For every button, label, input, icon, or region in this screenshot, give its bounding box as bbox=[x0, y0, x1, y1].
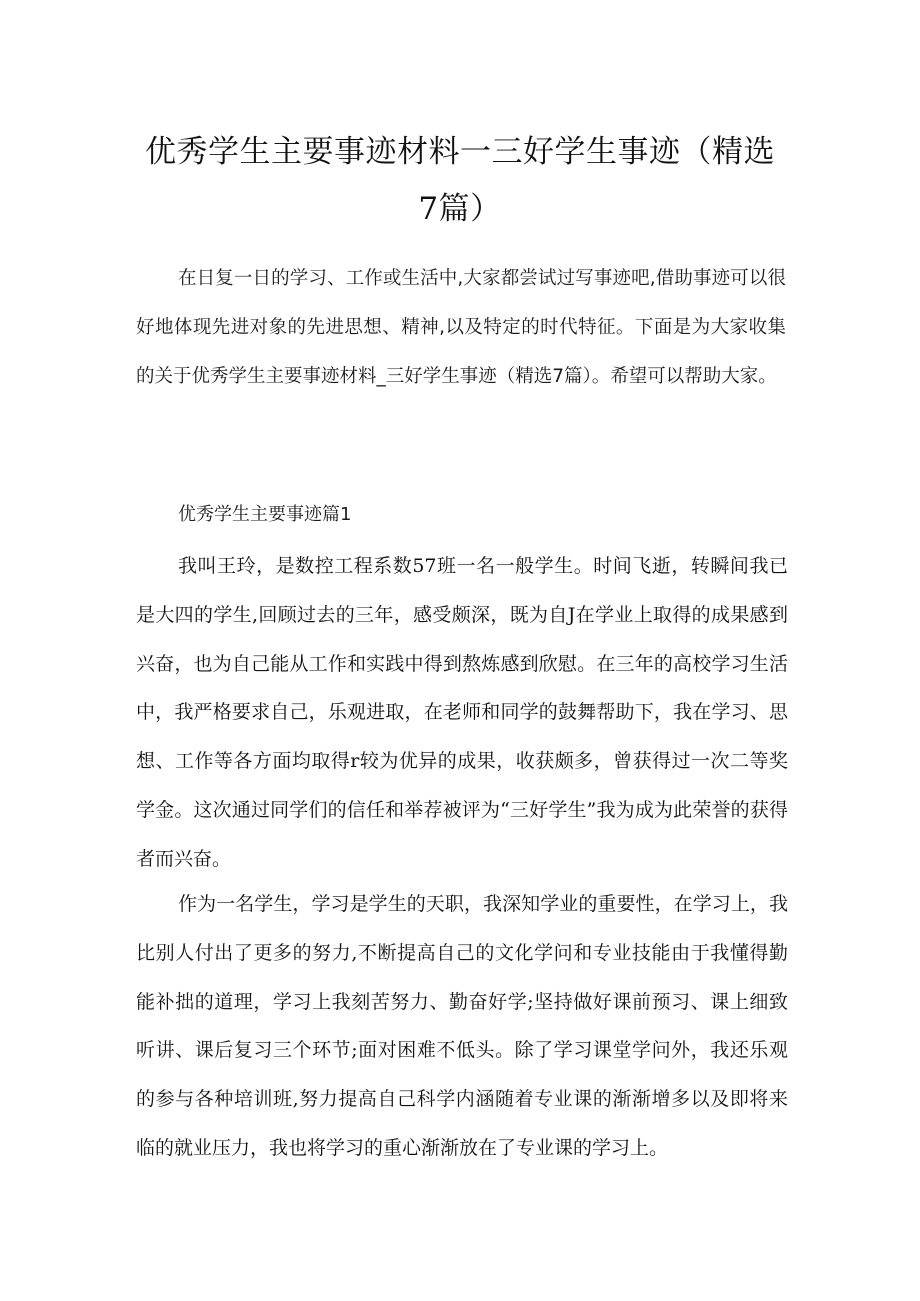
body-paragraph-1: 我叫王玲，是数控工程系数57班一名一般学生。时间飞逝，转瞬间我已是大四的学生,回顾过去的三年，感受颇深，既为自J在学业上取得的成果感到兴奋，也为自己能从工作和实践中得到熬炼感到欣慰。在三年的高校学习生活中，我严格要求自己，乐观进取，在老师和同学的鼓舞帮助下，我在学习、思想、工作等各方面均取得r较为优异的成果，收获颇多，曾获得过一次二等奖学金。这次通过同学们的信任和举荐被评为“三好学生”我为成为此荣誉的获得者而兴奋。 bbox=[136, 555, 788, 870]
section-heading: 优秀学生主要事迹篇1 bbox=[178, 504, 352, 525]
document-title: 优秀学生主要事迹材料一三好学生事迹（精选7篇） bbox=[145, 134, 775, 227]
intro-paragraph: 在日复一日的学习、工作或生活中,大家都尝试过写事迹吧,借助事迹可以很好地体现先进对象的先进思想、精神,以及特定的时代特征。下面是为大家收集的关于优秀学生主要事迹材料_三好学生事迹（精选7篇）。希望可以帮助大家。 bbox=[136, 268, 786, 387]
body-paragraph-2: 作为一名学生，学习是学生的天职，我深知学业的重要性，在学习上，我比别人付出了更多的努力,不断提高自己的文化学问和专业技能由于我懂得勤能补拙的道理，学习上我刻苦努力、勤奋好学;坚持做好课前预习、课上细致听讲、课后复习三个环节;面对困难不低头。除了学习课堂学问外，我还乐观的参与各种培训班,努力提高自己科学内涵随着专业课的渐渐增多以及即将来临的就业压力，我也将学习的重心渐渐放在了专业课的学习上。 bbox=[136, 893, 788, 1159]
